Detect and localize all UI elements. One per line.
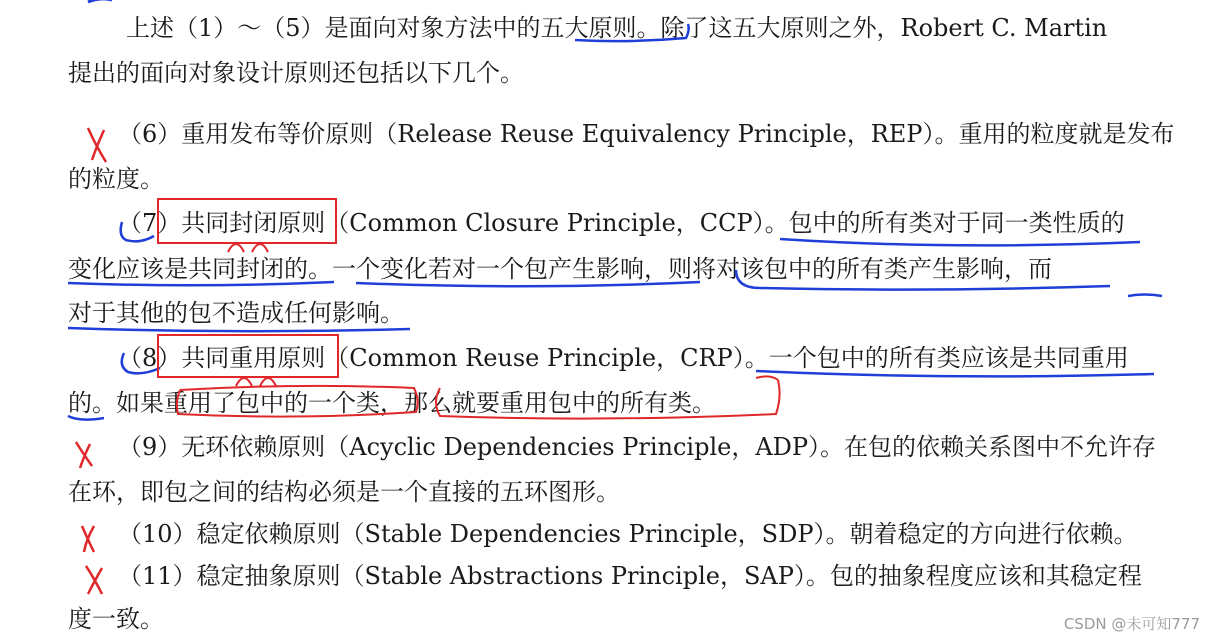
caret-crp-2	[260, 378, 276, 386]
text-line-10: （9）无环依赖原则（Acyclic Dependencies Principle，ADP）。在包的依赖关系图中不允许存	[118, 433, 1157, 461]
underline-ccp-desc-2d	[1128, 295, 1162, 297]
text-line-1: 上述（1）～（5）是面向对象方法中的五大原则。除了这五大原则之外，Robert C. Martin	[126, 14, 1108, 42]
mark-x-6	[88, 128, 106, 162]
text-line-14: 度一致。	[68, 605, 164, 633]
text-line-5: （7）共同封闭原则（Common Closure Principle，CCP）。包中的所有类对于同一类性质的	[118, 209, 1125, 237]
text-line-13: （11）稳定抽象原则（Stable Abstractions Principle，SAP）。包的抽象程度应该和其稳定程	[118, 562, 1142, 590]
text-line-3: （6）重用发布等价原则（Release Reuse Equivalency Principle，REP）。重用的粒度就是发布	[118, 120, 1175, 148]
underline-five-principles	[88, 0, 112, 2]
text-line-12: （10）稳定依赖原则（Stable Dependencies Principle，SDP）。朝着稳定的方向进行依赖。	[118, 520, 1138, 548]
text-line-2: 提出的面向对象设计原则还包括以下几个。	[68, 59, 524, 87]
caret-crp-1	[236, 378, 252, 386]
text-line-6: 变化应该是共同封闭的。一个变化若对一个包产生影响，则将对该包中的所有类产生影响，而	[68, 255, 1052, 283]
bracket-reuse-top	[756, 376, 778, 380]
text-line-9: 的。如果重用了包中的一个类，那么就要重用包中的所有类。	[68, 389, 716, 417]
text-line-8: （8）共同重用原则（Common Reuse Principle，CRP）。一个包中的所有类应该是共同重用	[118, 344, 1129, 372]
mark-x-9	[76, 442, 92, 468]
caret-ccp-1	[228, 244, 244, 252]
mark-x-10	[82, 526, 94, 552]
underline-ccp-desc-1	[780, 239, 1140, 245]
mark-x-11	[86, 566, 102, 594]
caret-ccp-2	[252, 244, 268, 252]
watermark: CSDN @未可知777	[1063, 615, 1200, 633]
text-line-4: 的粒度。	[68, 165, 164, 193]
text-line-7: 对于其他的包不造成任何影响。	[68, 299, 404, 327]
text-line-11: 在环，即包之间的结构必须是一个直接的五环图形。	[68, 478, 620, 506]
